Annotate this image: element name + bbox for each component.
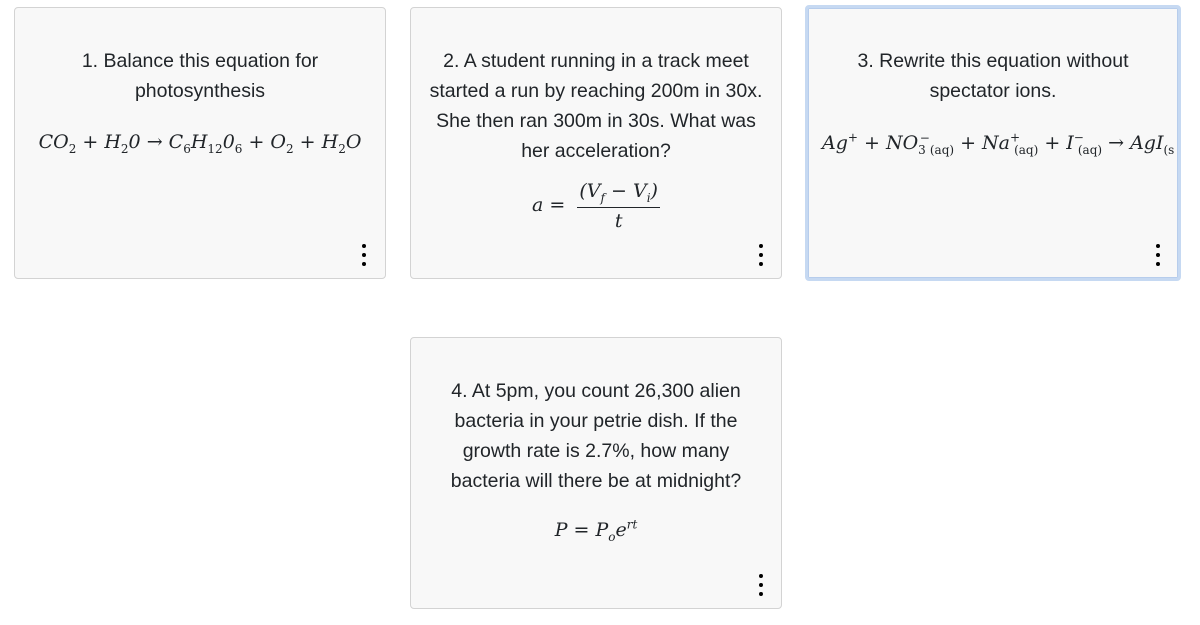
equation-lhs: a =: [532, 193, 566, 216]
kebab-menu-icon[interactable]: [756, 574, 766, 596]
equation-numerator: $(V_f - V_i)$: [577, 180, 660, 208]
equation-text: $Ag^+ + NO_3^-_{(aq)} + Na^+_{(aq)} + I^-_{(aq)} \to AgI_{(s}$: [822, 131, 1175, 158]
equation: [411, 180, 781, 232]
question-card-1[interactable]: [14, 7, 386, 279]
question-text: 1. Balance this equation for photosynthesis: [81, 50, 319, 102]
equation-text: $CO_2 + H_20 \to C_6H_{12}0_6 + O_2 + H_2O$: [38, 131, 362, 156]
question-text: 3. Rewrite this equation without spectator ions.: [857, 50, 1129, 102]
question-text: 4. At 5pm, you count 26,300 alien bacteria in your petrie dish. If the growth rate is 2.7%, how many bacteria will there be at midnight?: [450, 380, 742, 492]
question-card-3[interactable]: [805, 5, 1181, 281]
question-card-4[interactable]: [410, 337, 782, 609]
equation-denominator: t: [614, 209, 623, 232]
kebab-menu-icon[interactable]: [359, 244, 369, 266]
kebab-menu-icon[interactable]: [756, 244, 766, 266]
equation-text: $P = P_oe^{rt}$: [554, 518, 638, 545]
question-card-2[interactable]: [410, 7, 782, 279]
kebab-menu-icon[interactable]: [1153, 244, 1163, 266]
equation: [411, 518, 781, 544]
equation: [15, 131, 385, 156]
question-text: 2. A student running in a track meet started a run by reaching 200m in 30x. She then ran 300m in 30s. What was her acceleration?: [429, 50, 763, 162]
equation: [822, 131, 1178, 157]
equation-fraction: [577, 180, 660, 232]
